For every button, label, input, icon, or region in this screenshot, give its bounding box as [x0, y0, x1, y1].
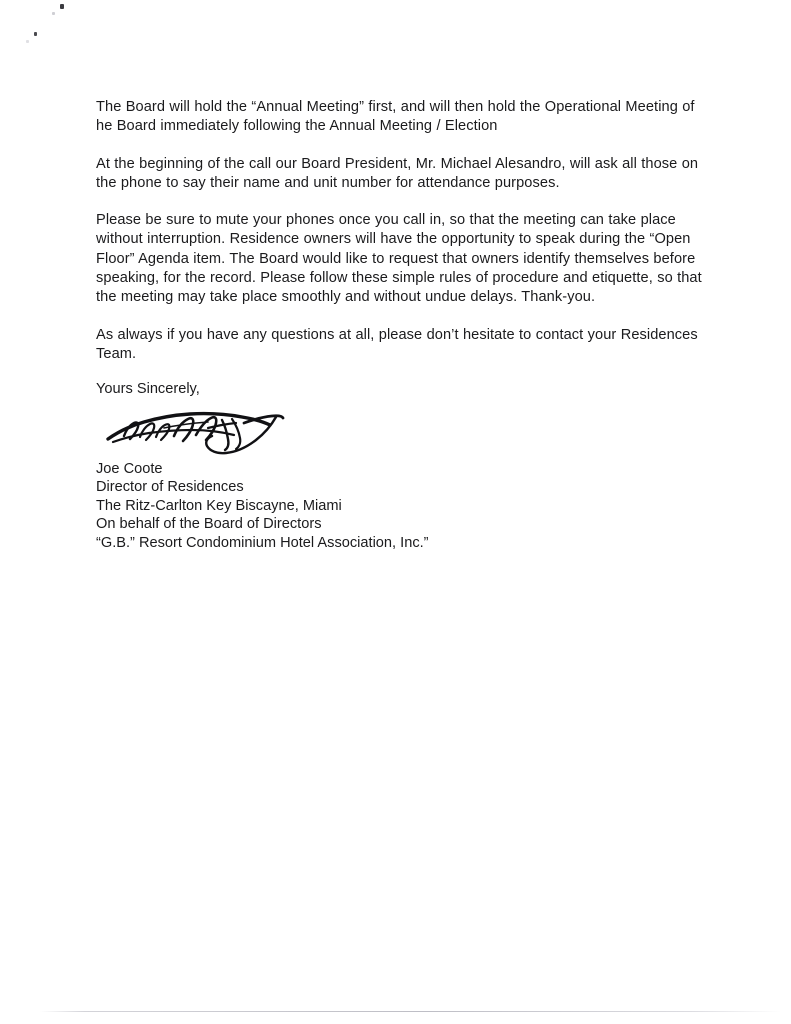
- scan-speck-icon: [60, 4, 64, 9]
- letter-paragraph-2: At the beginning of the call our Board President, Mr. Michael Alesandro, will ask all those on the phone to say their name and unit number for attendance purposes.: [96, 155, 699, 191]
- letter-closing: Yours Sincerely,: [96, 381, 200, 398]
- letter-paragraph-4: As always if you have any questions at all, please don’t hesitate to contact your Residences Team.: [96, 326, 698, 362]
- signer-on-behalf-of: On behalf of the Board of Directors: [96, 516, 322, 533]
- signer-name: Joe Coote: [96, 460, 163, 477]
- signature-block: [96, 460, 708, 553]
- signature-image: [104, 406, 404, 458]
- scan-edge-line: [40, 1011, 781, 1012]
- signer-property: The Ritz-Carlton Key Biscayne, Miami: [96, 497, 342, 514]
- scan-speck-icon: [26, 40, 29, 43]
- signer-association: “G.B.” Resort Condominium Hotel Association, Inc.”: [96, 534, 429, 551]
- signer-title: Director of Residences: [96, 479, 244, 496]
- scan-speck-icon: [34, 32, 37, 36]
- scan-speck-icon: [52, 12, 55, 15]
- letter-body: [96, 98, 708, 553]
- letter-paragraph-1: The Board will hold the “Annual Meeting” first, and will then hold the Operational Meeting of he Board immediately following the Annual Meeting / Election: [96, 99, 695, 135]
- letter-paragraph-3: Please be sure to mute your phones once you call in, so that the meeting can take place without interruption. Residence owners will have the opportunity to speak during the “Open Floor” Agenda item. The Board would like to request that owners identify themselves before speaking, for the record. Please follow these simple rules of procedure and etiquette, so that the meeting may take place smoothly and without undue delays. Thank-you.: [96, 212, 702, 306]
